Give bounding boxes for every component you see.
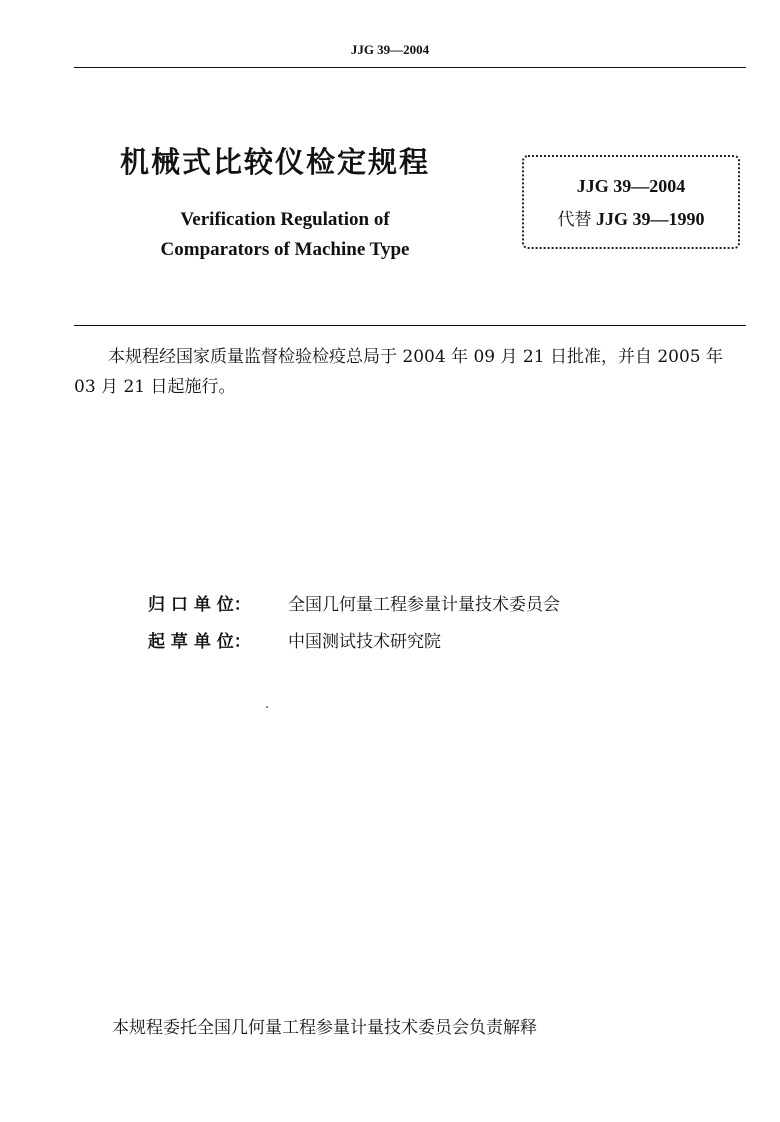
drafting-unit-row: [148, 627, 441, 652]
code-box-current-code: JJG 39—2004: [576, 176, 686, 196]
document-title-english-line2: Comparators of Machine Type: [160, 239, 410, 260]
approval-paragraph: 本规程经国家质量监督检验检疫总局于 2004 年 09 月 21 日批准，并自 2005 年 03 月 21 日起施行。: [74, 347, 724, 397]
responsible-unit-row: [148, 590, 560, 615]
replaces-code: JJG 39—1990: [595, 209, 705, 229]
header-rule: [74, 67, 746, 68]
header-document-code: JJG 39—2004: [350, 42, 430, 57]
code-box-replaces: [522, 205, 740, 230]
drafting-unit-label: 起 草 单 位：: [148, 632, 251, 652]
code-box-frame: [522, 155, 740, 249]
replaces-prefix: 代替: [557, 210, 592, 230]
responsible-unit-value: 全国几何量工程参量计量技术委员会: [288, 595, 560, 615]
responsible-unit-label: 归 口 单 位：: [148, 595, 251, 615]
drafting-unit-value: 中国测试技术研究院: [288, 632, 441, 652]
document-title-english-line1: Verification Regulation of: [180, 209, 390, 230]
document-title-chinese: 机械式比较仪检定规程: [120, 145, 431, 179]
interpretation-note: 本规程委托全国几何量工程参量计量技术委员会负责解释: [112, 1018, 537, 1038]
scan-speck: [266, 706, 268, 708]
section-rule: [74, 325, 746, 326]
